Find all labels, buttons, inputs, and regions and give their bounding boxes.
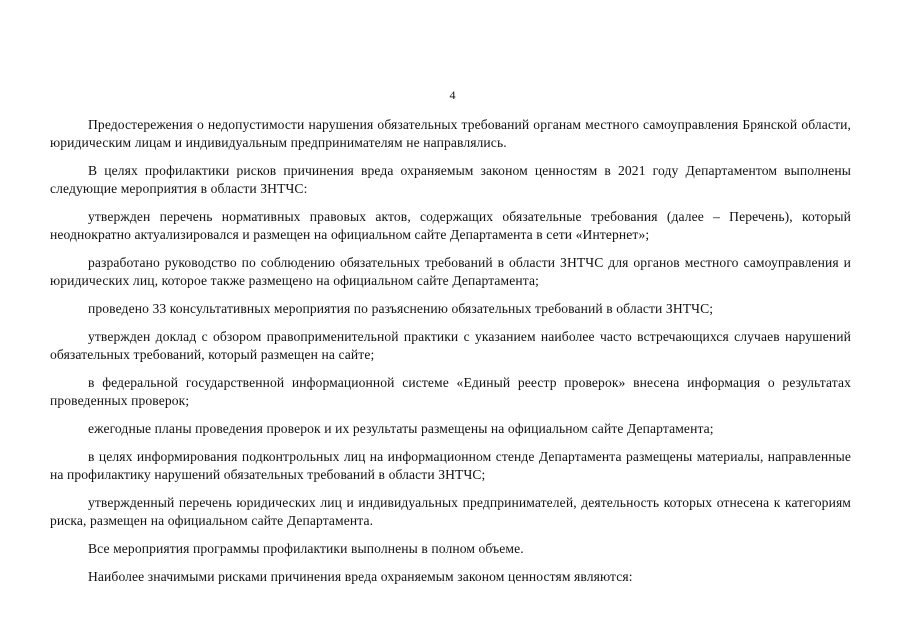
paragraph-inspection-registry: в федеральной государственной информационной системе «Единый реестр проверок» внесена информация о результатах проведенных проверок;: [50, 375, 851, 408]
paragraph-info-stand: в целях информирования подконтрольных лиц на информационном стенде Департамента размещены материалы, направленные на профилактику нарушений обязательных требований в области ЗНТЧС;: [50, 449, 851, 482]
paragraph-significant-risks: Наиболее значимыми рисками причинения вреда охраняемым законом ценностям являются:: [88, 569, 633, 584]
page-number: 4: [449, 88, 456, 102]
document-body: [50, 116, 851, 596]
paragraph-risk-categories: утвержденный перечень юридических лиц и индивидуальных предпринимателей, деятельность которых отнесена к категориям риска, размещен на официальном сайте Департамента.: [50, 495, 851, 528]
paragraph-prevention-intro: В целях профилактики рисков причинения вреда охраняемым законом ценностям в 2021 году Департаментом выполнены следующие мероприятия в области ЗНТЧС:: [50, 163, 851, 196]
paragraph-annual-plans: ежегодные планы проведения проверок и их результаты размещены на официальном сайте Департамента;: [88, 421, 714, 436]
paragraph-guide-developed: разработано руководство по соблюдению обязательных требований в области ЗНТЧС для органов местного самоуправления и юридических лиц, которое также размещено на официальном сайте Департамента;: [50, 255, 851, 288]
paragraph-consultations: проведено 33 консультативных мероприятия по разъяснению обязательных требований в области ЗНТЧС;: [88, 301, 714, 316]
paragraph-program-completed: Все мероприятия программы профилактики выполнены в полном объеме.: [88, 541, 524, 556]
paragraph-warnings-not-sent: Предостережения о недопустимости нарушения обязательных требований органам местного самоуправления Брянской области, юридическим лицам и индивидуальным предпринимателям не направлялись.: [50, 117, 851, 150]
paragraph-report-approved: утвержден доклад с обзором правоприменительной практики с указанием наиболее часто встречающихся случаев нарушений обязательных требований, который размещен на сайте;: [50, 329, 851, 362]
paragraph-list-approved: утвержден перечень нормативных правовых актов, содержащих обязательные требования (далее – Перечень), который неоднократно актуализировался и размещен на официальном сайте Департамента в сети «Интернет»;: [50, 209, 851, 242]
